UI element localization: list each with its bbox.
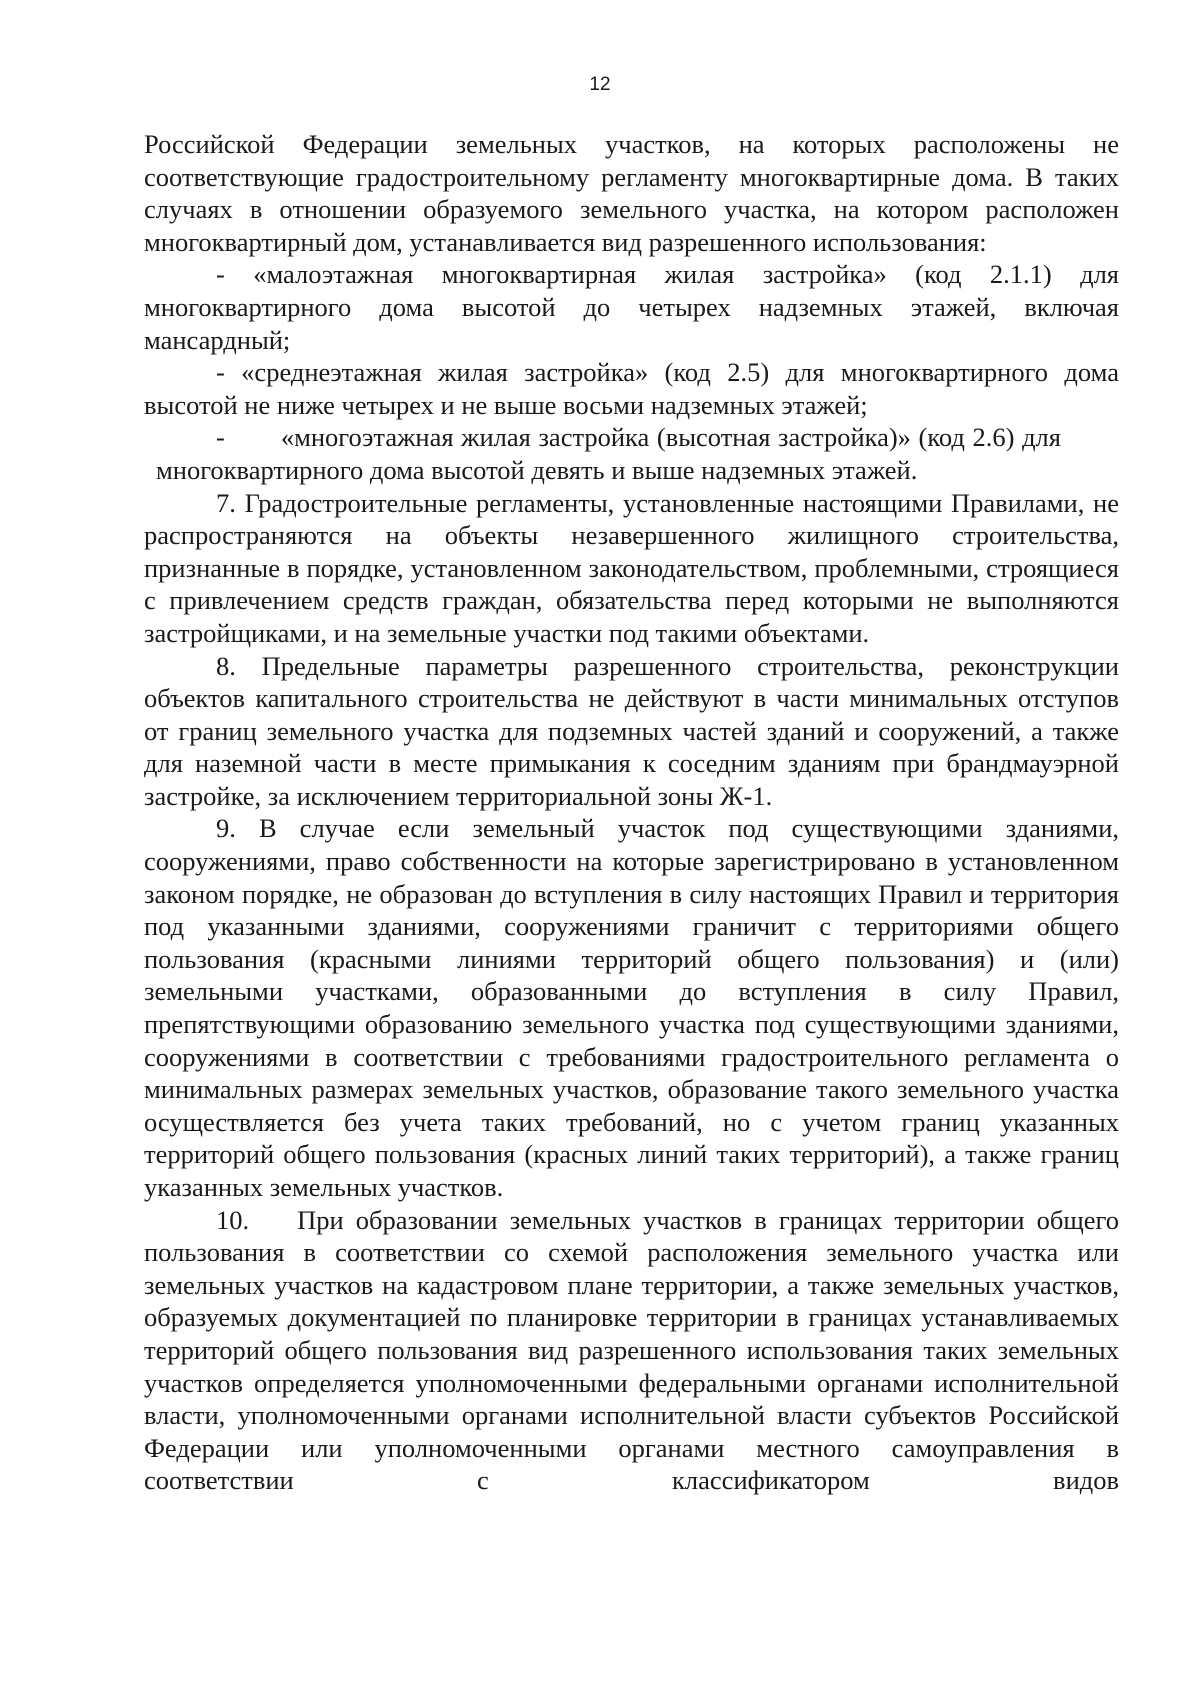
paragraph-10-text: При образовании земельных участков в границах территории общего пользования в соответствии со схемой расположения земельного участка или земельных участков на кадастровом плане территории, а также земельных участков, образуемых документацией по планировке территории в границах устанавливаемых территорий общего пользования вид разрешенного использования таких земельных участков определяется уполномоченными федеральными органами исполнительной власти, уполномоченными органами исполнительной власти субъектов Российской Федерации или уполномоченными органами местного самоуправления в соответствии с классификатором видов	[144, 1204, 1119, 1496]
paragraph-9: 9. В случае если земельный участок под существующими зданиями, сооружениями, право собственности на которые зарегистрировано в установленном законом порядке, не образован до вступления в силу настоящих Правил и территория под указанными зданиями, сооружениями граничит с территориями общего пользования (красными линиями территорий общего пользования) и (или) земельными участками, образованными до вступления в силу Правил, препятствующими образованию земельного участка под существующими зданиями, сооружениями в соответствии с требованиями градостроительного регламента о минимальных размерах земельных участков, образование такого земельного участка осуществляется без учета таких требований, но с учетом границ указанных территорий общего пользования (красных линий таких территорий), а также границ указанных земельных участков.	[144, 813, 1119, 1202]
list-item-low-rise: - «малоэтажная многоквартирная жилая застройка» (код 2.1.1) для многоквартирного дома высотой до четырех надземных этажей, включая мансардный;	[144, 259, 1119, 355]
list-item-high-rise-continuation: многоквартирного дома высотой девять и выше надземных этажей.	[156, 454, 918, 485]
list-item-high-rise-line1: «многоэтажная жилая застройка (высотная застройка)» (код 2.6) для	[280, 422, 1061, 453]
paragraph-10-number: 10.	[216, 1204, 250, 1235]
paragraph-intro: Российской Федерации земельных участков, на которых расположены не соответствующие градостроительному регламенту многоквартирные дома. В таких случаях в отношении образуемого земельного участка, на котором расположен многоквартирный дом, устанавливается вид разрешенного использования:	[144, 129, 1119, 257]
list-dash-marker: -	[216, 422, 225, 453]
paragraph-8: 8. Предельные параметры разрешенного строительства, реконструкции объектов капитального строительства не действуют в части минимальных отступов от границ земельного участка для подземных частей зданий и сооружений, а также для наземной части в месте примыкания к соседним зданиям при брандмауэрной застройке, за исключением территориальной зоны Ж-1.	[144, 650, 1119, 811]
paragraph-10	[144, 1204, 1119, 1497]
document-body	[144, 128, 1119, 1497]
page-number: 12	[589, 74, 611, 95]
paragraph-7: 7. Градостроительные регламенты, установленные настоящими Правилами, не распространяются на объекты незавершенного жилищного строительства, признанные в порядке, установленном законодательством, проблемными, строящиеся с привлечением средств граждан, обязательства перед которыми не выполняются застройщиками, и на земельные участки под такими объектами.	[144, 487, 1119, 648]
list-item-mid-rise: - «среднеэтажная жилая застройка» (код 2.5) для многоквартирного дома высотой не ниже четырех и не выше восьми надземных этажей;	[144, 357, 1119, 420]
list-item-high-rise	[144, 421, 1119, 454]
